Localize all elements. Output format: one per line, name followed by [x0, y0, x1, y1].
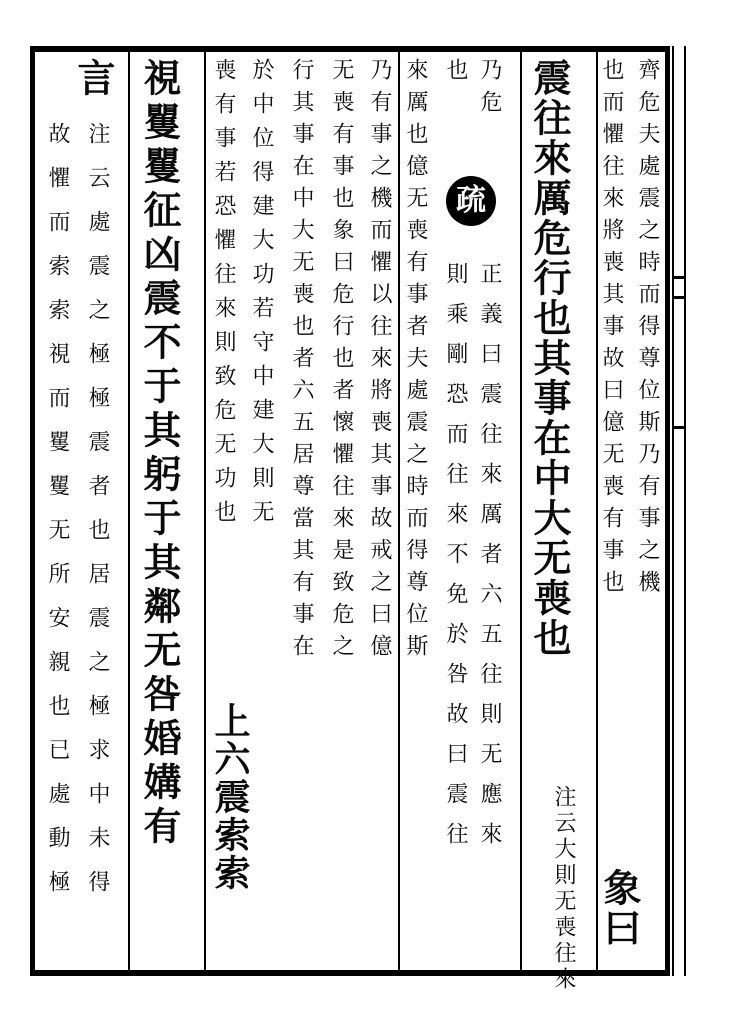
text-column-2: 也而懼往來將喪其事故曰億无喪有事也 [599, 58, 624, 602]
text-column-10: 於中位得建大功若守中建大則无 [249, 58, 274, 534]
text-column-4-top: 乃危 [477, 58, 502, 122]
text-column-5-top: 也 [443, 58, 468, 90]
main-text-column-10b: 上六震索索 [209, 702, 251, 892]
column-rule [398, 52, 400, 970]
note-column-13: 注云處震之極極震者也居震之極求中未得 [85, 122, 110, 914]
text-column-8: 无喪有事也象曰危行也者懷懼往來是致危之 [329, 58, 354, 666]
text-column-7: 乃有事之機而懼以往來將喪其事故戒之曰億 [367, 58, 392, 666]
text-column-2-large: 象曰 [597, 868, 642, 948]
column-rule [204, 52, 206, 970]
note-column-14: 故懼而索索視而矍矍无所安親也已處動極 [45, 122, 70, 914]
main-text-column-13: 言 [71, 58, 116, 98]
fore-edge-band [672, 46, 686, 976]
text-column-5: 則乘剛恐而往來不免於咎故曰震往 [443, 262, 468, 862]
fore-edge-notch [674, 276, 684, 279]
text-column-6: 來厲也億无喪有事者夫處震之時而得尊位斯 [403, 58, 428, 666]
column-rule [596, 52, 598, 970]
text-column-11: 喪有事若恐懼往來則致危无功也 [211, 58, 236, 534]
column-rule [128, 52, 130, 970]
main-text-column-12: 視矍矍征凶震不于其躬于其鄰无咎婚媾有 [137, 58, 182, 850]
note-column-3a: 注云大則无喪往來 [551, 785, 576, 993]
text-column-1: 齊危夫處震之時而得尊位斯乃有事之機 [635, 58, 660, 602]
text-column-9: 行其事在中大无喪也者六五居尊當其有事在 [289, 58, 314, 666]
shu-seal-icon: 疏 [446, 176, 496, 226]
column-rule [520, 52, 522, 970]
main-text-column-3: 震往來厲危行也其事在中大无喪也 [527, 58, 572, 658]
text-column-4: 正義曰震往來厲者六五往則无應來 [477, 262, 502, 862]
fore-edge-notch [674, 296, 684, 299]
fore-edge-notch [674, 426, 684, 429]
